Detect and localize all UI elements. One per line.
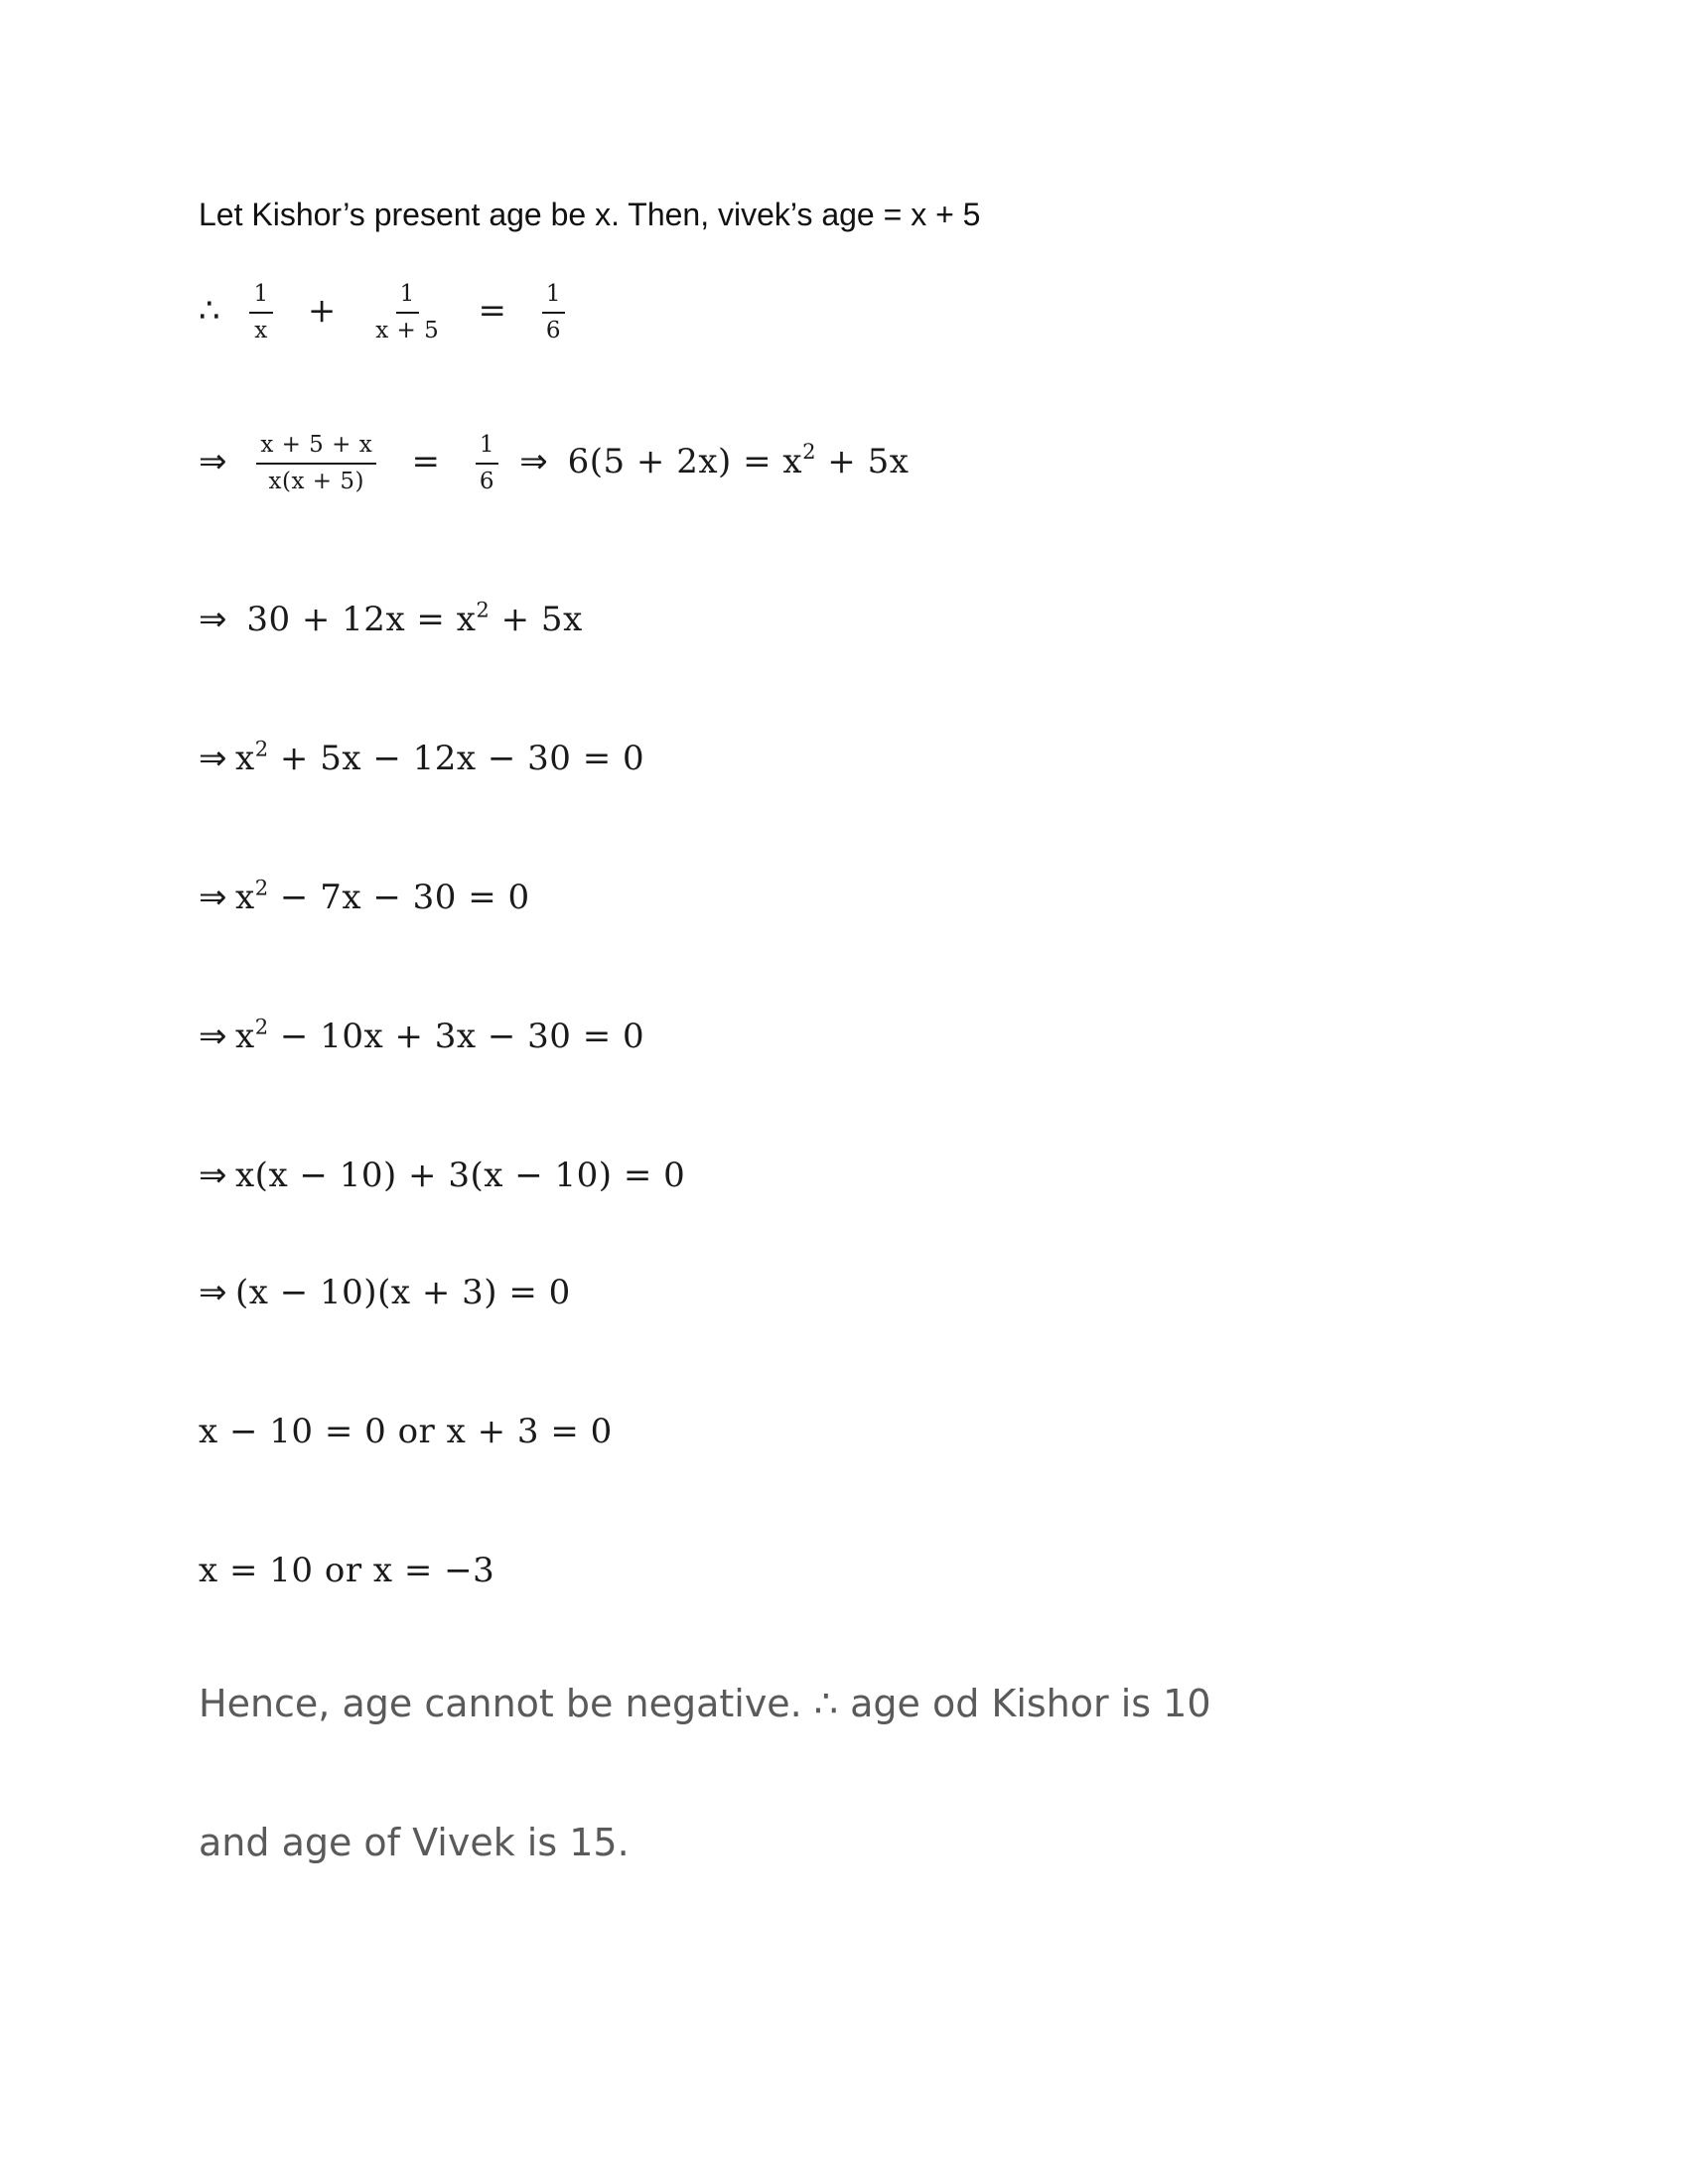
exponent: 2 bbox=[802, 439, 816, 465]
equation-text: 30 + 12x = x bbox=[246, 600, 477, 639]
equation-text: + 5x bbox=[490, 600, 583, 639]
exponent: 2 bbox=[476, 597, 491, 622]
fraction bbox=[542, 280, 565, 345]
fraction-denominator: 6 bbox=[545, 317, 561, 343]
implies-symbol: ⇒ bbox=[199, 878, 227, 917]
exponent: 2 bbox=[254, 875, 269, 900]
fraction-numerator: 1 bbox=[476, 431, 498, 465]
fraction-denominator: 6 bbox=[479, 468, 494, 494]
implies-symbol: ⇒ bbox=[519, 441, 549, 481]
fraction-numerator: 1 bbox=[542, 280, 565, 314]
fraction bbox=[371, 280, 443, 345]
equation-text: (x − 10)(x + 3) = 0 bbox=[235, 1273, 571, 1312]
equation-text: x bbox=[235, 1017, 255, 1056]
equation-4 bbox=[199, 736, 645, 778]
equation-6 bbox=[199, 1014, 645, 1056]
equation-text: − 10x + 3x − 30 = 0 bbox=[268, 1017, 645, 1056]
fraction-denominator: x + 5 bbox=[375, 317, 440, 343]
exponent: 2 bbox=[254, 1014, 269, 1039]
fraction-numerator: 1 bbox=[249, 280, 272, 314]
implies-symbol: ⇒ bbox=[199, 1156, 227, 1195]
implies-symbol: ⇒ bbox=[199, 600, 227, 639]
equation-text: + 5x bbox=[815, 441, 910, 481]
equals-sign: = bbox=[411, 441, 441, 481]
conclusion-line-2: and age of Vivek is 15. bbox=[199, 1821, 630, 1864]
fraction-denominator: x bbox=[254, 317, 268, 343]
equation-5 bbox=[199, 875, 530, 917]
equation-3 bbox=[199, 597, 583, 639]
fraction-denominator: x(x + 5) bbox=[268, 468, 364, 494]
plus-sign: + bbox=[307, 290, 337, 331]
intro-text: Let Kishor’s present age be x. Then, vivek’s age = x + 5 bbox=[199, 197, 981, 232]
equation-text: 6(5 + 2x) = x bbox=[567, 441, 803, 481]
equation-text: x bbox=[235, 739, 255, 778]
implies-symbol: ⇒ bbox=[199, 1017, 227, 1056]
fraction-numerator: x + 5 + x bbox=[256, 431, 376, 465]
implies-symbol: ⇒ bbox=[199, 441, 227, 481]
fraction-numerator: 1 bbox=[396, 280, 419, 314]
fraction bbox=[256, 431, 376, 496]
equation-8 bbox=[199, 1273, 571, 1312]
equation-text: x(x − 10) + 3(x − 10) = 0 bbox=[235, 1156, 686, 1195]
fraction bbox=[476, 431, 498, 496]
equation-text: + 5x − 12x − 30 = 0 bbox=[268, 739, 645, 778]
equation-9 bbox=[199, 1412, 613, 1451]
equals-sign: = bbox=[478, 290, 507, 331]
equation-text: x − 10 = 0 or x + 3 = 0 bbox=[199, 1412, 613, 1451]
equation-2 bbox=[199, 431, 909, 496]
equation-text: x bbox=[235, 878, 255, 917]
equation-1 bbox=[199, 280, 575, 345]
equation-text: x = 10 or x = −3 bbox=[199, 1551, 495, 1590]
implies-symbol: ⇒ bbox=[199, 1273, 227, 1312]
implies-symbol: ⇒ bbox=[199, 739, 227, 778]
equation-text: − 7x − 30 = 0 bbox=[268, 878, 530, 917]
fraction bbox=[249, 280, 272, 345]
conclusion-line-1: Hence, age cannot be negative. ∴ age od Kishor is 10 bbox=[199, 1682, 1211, 1725]
therefore-symbol: ∴ bbox=[199, 290, 221, 331]
equation-10 bbox=[199, 1551, 494, 1590]
equation-7 bbox=[199, 1156, 685, 1195]
exponent: 2 bbox=[254, 736, 269, 761]
